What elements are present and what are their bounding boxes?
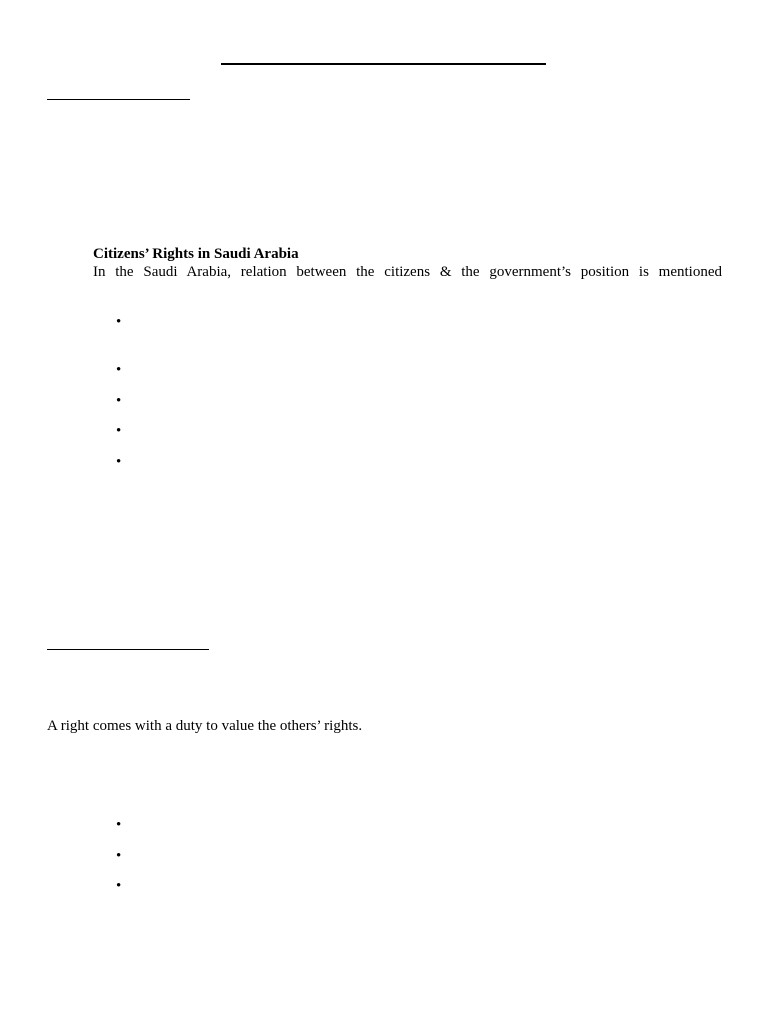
section-header-underline-2 xyxy=(47,649,209,650)
bullet-item: • xyxy=(116,362,122,378)
title-underline xyxy=(221,63,546,65)
bullet-item: • xyxy=(116,314,122,330)
bullet-item: • xyxy=(116,878,122,894)
bullet-item: • xyxy=(116,393,122,409)
bullet-item: • xyxy=(116,423,122,439)
duty-paragraph: A right comes with a duty to value the others’ rights. xyxy=(47,718,363,734)
bullet-item: • xyxy=(116,848,122,864)
section-heading-citizens-rights: Citizens’ Rights in Saudi Arabia xyxy=(93,246,299,262)
bullet-item: • xyxy=(116,817,122,833)
section-header-underline-1 xyxy=(47,99,190,100)
section-intro-paragraph: In the Saudi Arabia, relation between the citizens & the government’s position is mentioned xyxy=(93,264,722,280)
bullet-item: • xyxy=(116,454,122,470)
